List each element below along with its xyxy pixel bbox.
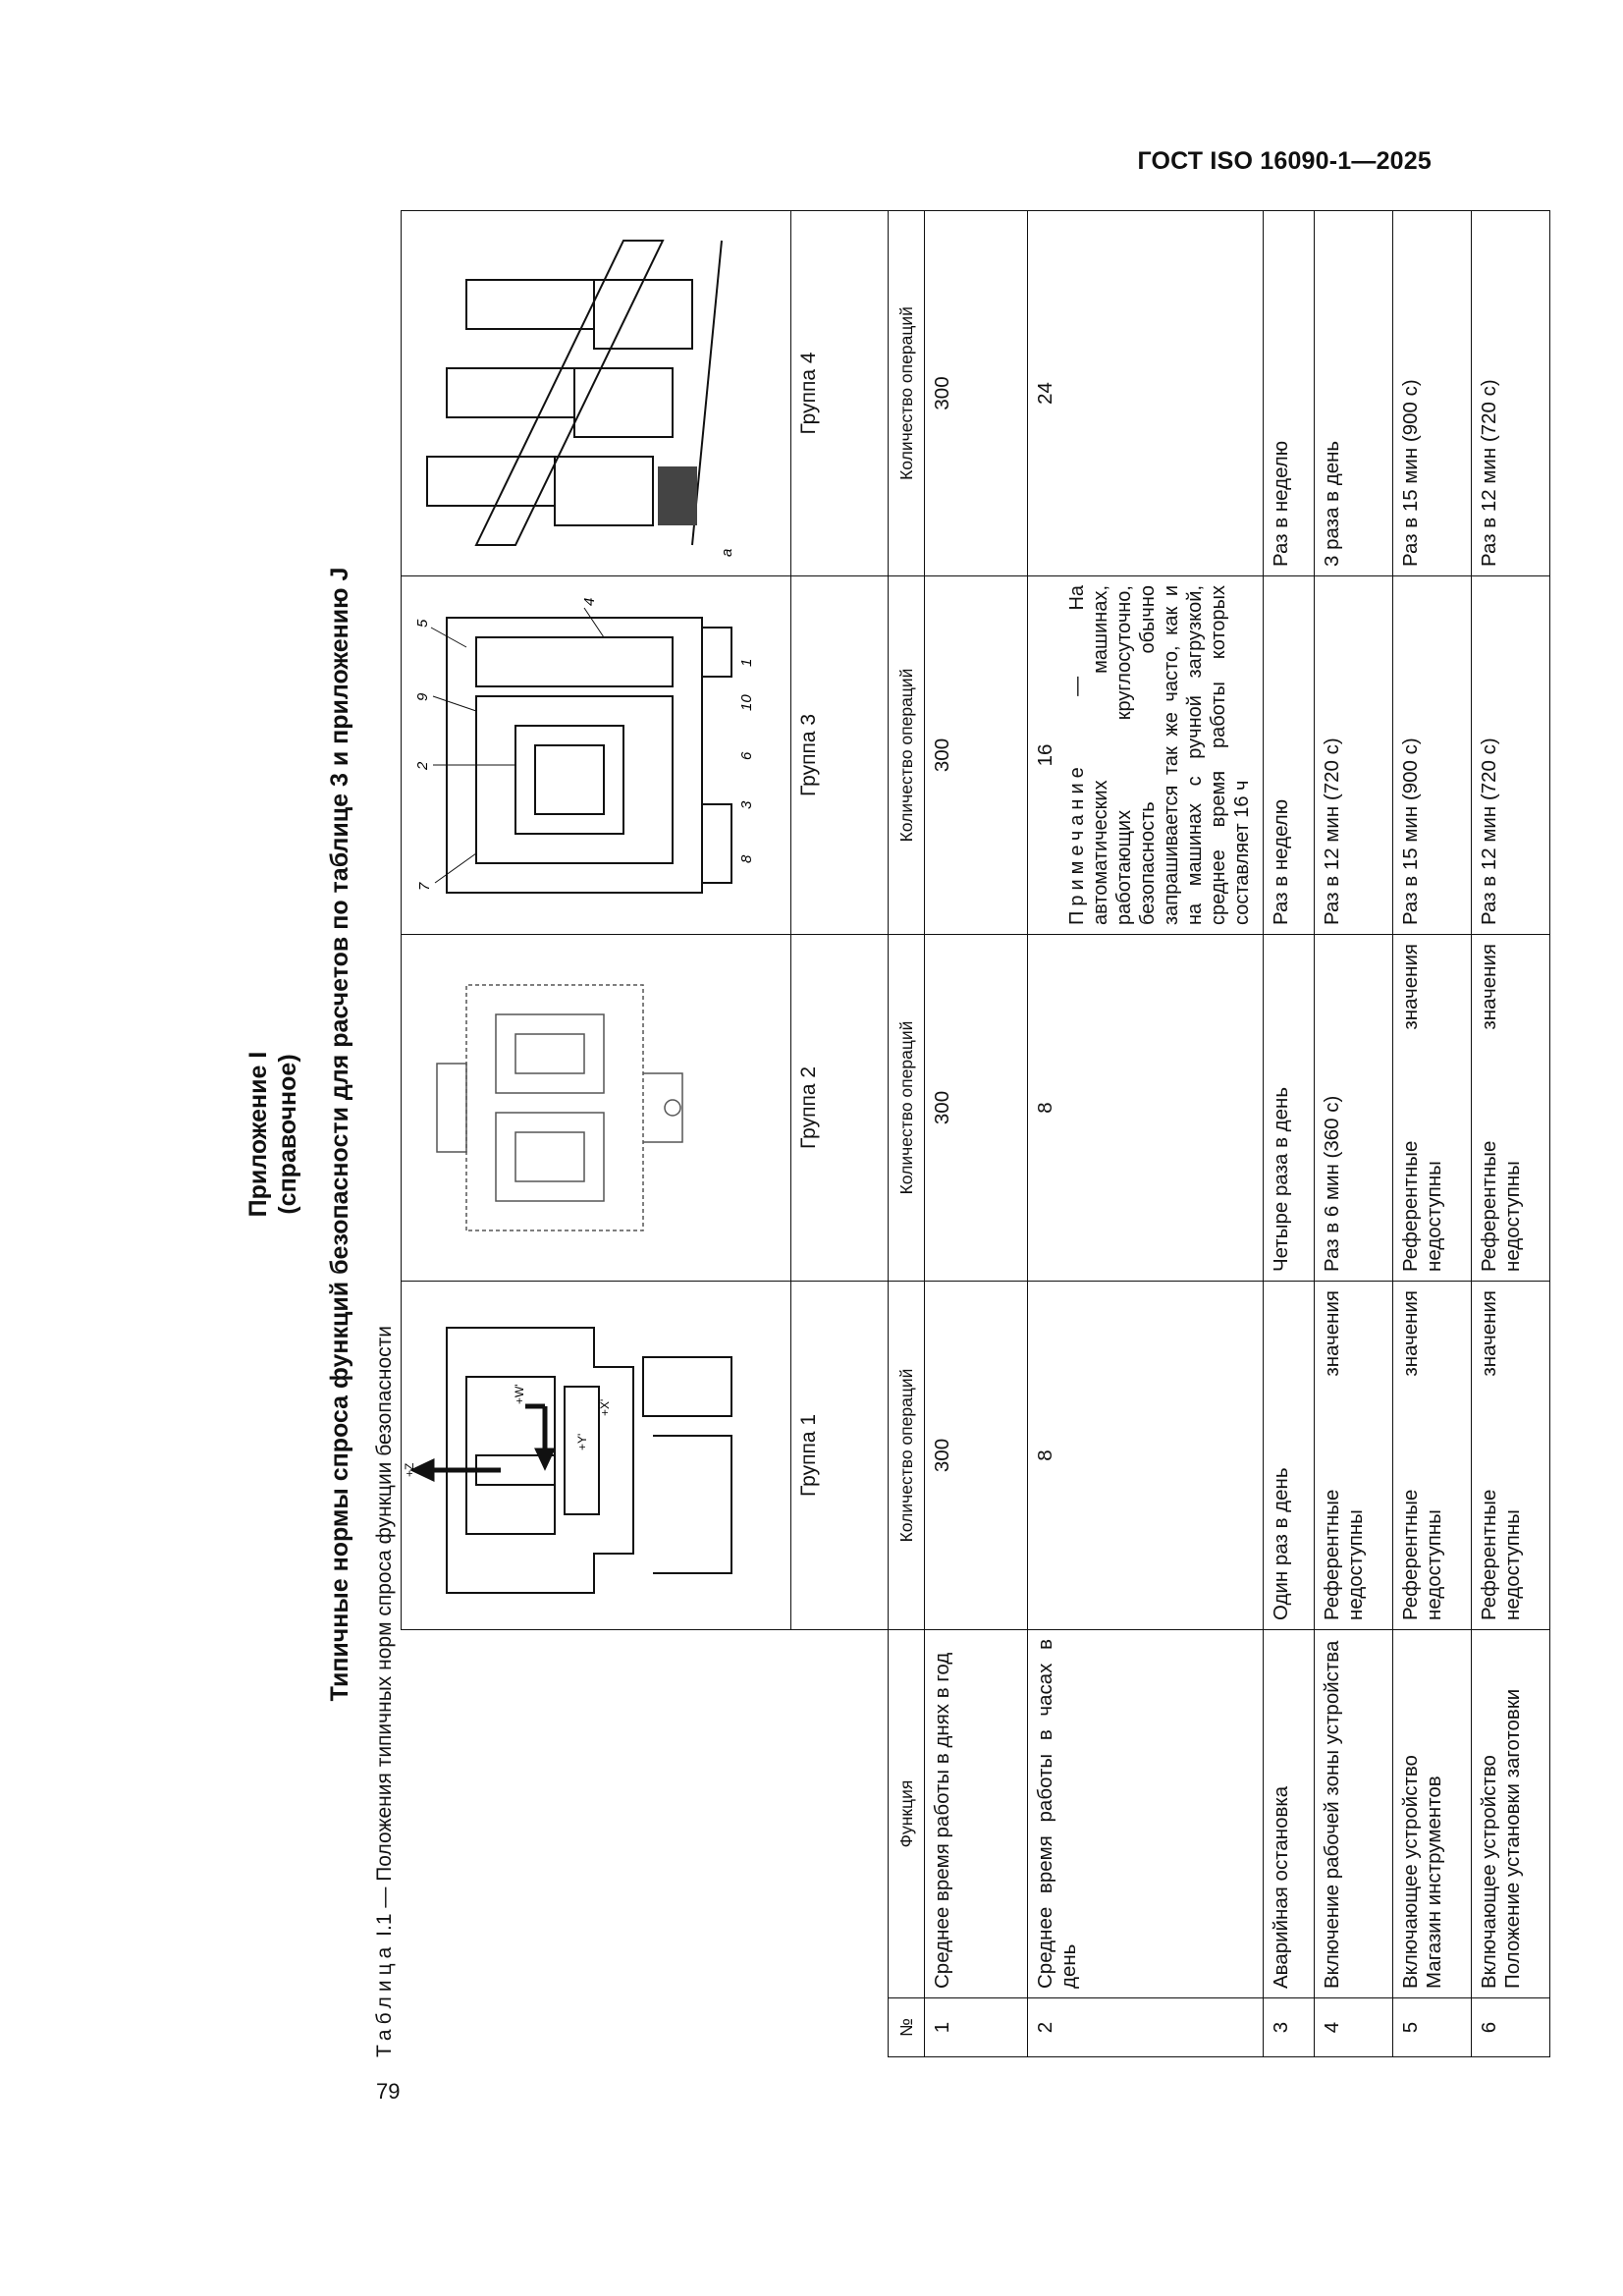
table-row [1028, 211, 1264, 2057]
machine-sketch-group4 [407, 222, 761, 566]
machine-sketch-group1 [403, 1298, 751, 1613]
callout-4: 4 [581, 597, 598, 606]
table-row [1264, 211, 1315, 2057]
cell-g3: Раз в неделю [1264, 576, 1315, 935]
table-row [1472, 211, 1550, 2057]
callout-10: 10 [738, 694, 755, 711]
axis-label-w: +W' [513, 1384, 526, 1404]
group-row [791, 211, 889, 2057]
table-row [925, 211, 1028, 2057]
row-function [1472, 1630, 1550, 1998]
row-number: 1 [925, 1998, 1028, 2057]
annex-heading [243, 211, 302, 2057]
note [1065, 585, 1254, 925]
cell-g4: Раз в неделю [1264, 211, 1315, 576]
cell-g4: 300 [925, 211, 1028, 576]
group4-label: Группа 4 [791, 211, 889, 576]
cell-g1: 300 [925, 1282, 1028, 1630]
cell-g4: 24 [1028, 211, 1264, 576]
cell-g2: 8 [1028, 935, 1264, 1282]
note-text: — На автоматических машинах, работающих круглосуточно, безопасность обычно запрашивается так же часто, как и на машинах с ручной загрузкой, среднее время работы которых составляет 16 ч [1066, 584, 1253, 925]
cell-g1: Референтные значения недоступны [1393, 1282, 1472, 1630]
row-function: Включение рабочей зоны устройства [1315, 1630, 1393, 1998]
group1-label: Группа 1 [791, 1282, 889, 1630]
annex-type: (справочное) [274, 1054, 301, 1215]
row-number: 6 [1472, 1998, 1550, 2057]
group2-label: Группа 2 [791, 935, 889, 1282]
cell-g1: Один раз в день [1264, 1282, 1315, 1630]
cell-g2: 300 [925, 935, 1028, 1282]
callout-7: 7 [416, 882, 433, 891]
row-number: 5 [1393, 1998, 1472, 2057]
callout-a: a [719, 549, 735, 558]
group3-label: Группа 3 [791, 576, 889, 935]
row-number: 3 [1264, 1998, 1315, 2057]
callout-8: 8 [738, 854, 755, 863]
axis-label-y: +Y' [575, 1433, 589, 1450]
cell-g1: Референтные значения недоступны [1315, 1282, 1393, 1630]
header-no: № [889, 1998, 925, 2057]
table-row [1393, 211, 1472, 2057]
group3-figure [402, 576, 791, 935]
rotated-page-content [243, 211, 1524, 2057]
row-function-line2: Магазин инструментов [1423, 1776, 1445, 1989]
demand-rate-table [401, 210, 1550, 2057]
annex-title-text: Типичные нормы спроса функций безопасности для расчетов по таблице 3 и приложению J [326, 567, 353, 1702]
cell-g2: Референтные значения недоступны [1393, 935, 1472, 1282]
group4-figure [402, 211, 791, 576]
header-ops-g1: Количество операций [889, 1282, 925, 1630]
axis-label-z: +Z [403, 1462, 416, 1477]
callout-1: 1 [738, 658, 755, 667]
cell-g4: Раз в 12 мин (720 с) [1472, 211, 1550, 576]
cell-g3-value: 16 [1034, 743, 1056, 767]
cell-g3: 300 [925, 576, 1028, 935]
callout-6: 6 [738, 751, 755, 760]
group1-figure [402, 1282, 791, 1630]
cell-g3: Раз в 12 мин (720 с) [1472, 576, 1550, 935]
header-ops-g3: Количество операций [889, 576, 925, 935]
row-function-line2: Положение установки заготовки [1501, 1688, 1524, 1989]
cell-g2: Референтные значения недоступны [1472, 935, 1550, 1282]
annex-title: Приложение I [244, 1051, 272, 1218]
cell-g2: Четыре раза в день [1264, 935, 1315, 1282]
table-caption-text: I.1 — Положения типичных норм спроса функции безопасности [373, 1325, 396, 1937]
row-number: 4 [1315, 1998, 1393, 2057]
machine-sketch-group2 [407, 956, 702, 1260]
row-function-line1: Включающее устройство [1478, 1755, 1500, 1989]
row-function [1393, 1630, 1472, 1998]
cell-g1: Референтные значения недоступны [1472, 1282, 1550, 1630]
figure-row [402, 211, 791, 2057]
table-caption [373, 1326, 397, 2057]
table-caption-label: Таблица [373, 1941, 396, 2057]
cell-g3: Раз в 15 мин (900 с) [1393, 576, 1472, 935]
cell-g1: 8 [1028, 1282, 1264, 1630]
row-number: 2 [1028, 1998, 1264, 2057]
table-row [1315, 211, 1393, 2057]
callout-3: 3 [738, 800, 755, 809]
row-function: Аварийная остановка [1264, 1630, 1315, 1998]
cell-g4: Раз в 15 мин (900 с) [1393, 211, 1472, 576]
callout-5: 5 [414, 619, 431, 628]
note-label: Примечание [1066, 762, 1088, 925]
cell-g2: Раз в 6 мин (360 с) [1315, 935, 1393, 1282]
header-ops-g2: Количество операций [889, 935, 925, 1282]
header-function: Функция [889, 1630, 925, 1998]
callout-2: 2 [414, 761, 431, 770]
cell-g3 [1028, 576, 1264, 935]
row-function: Среднее время работы в днях в год [925, 1630, 1028, 1998]
cell-g3: Раз в 12 мин (720 с) [1315, 576, 1393, 935]
document-header: ГОСТ ISO 16090-1—2025 [1137, 147, 1432, 175]
cell-g4: 3 раза в день [1315, 211, 1393, 576]
axis-label-x: +X' [598, 1398, 612, 1416]
table-header-row [889, 211, 925, 2057]
machine-sketch-group3 [407, 588, 761, 922]
row-function-line1: Включающее устройство [1399, 1755, 1422, 1989]
row-function: Среднее время работы в часах в день [1028, 1630, 1264, 1998]
callout-9: 9 [414, 692, 431, 701]
group2-figure [402, 935, 791, 1282]
page-number: 79 [376, 2079, 401, 2104]
header-ops-g4: Количество операций [889, 211, 925, 576]
